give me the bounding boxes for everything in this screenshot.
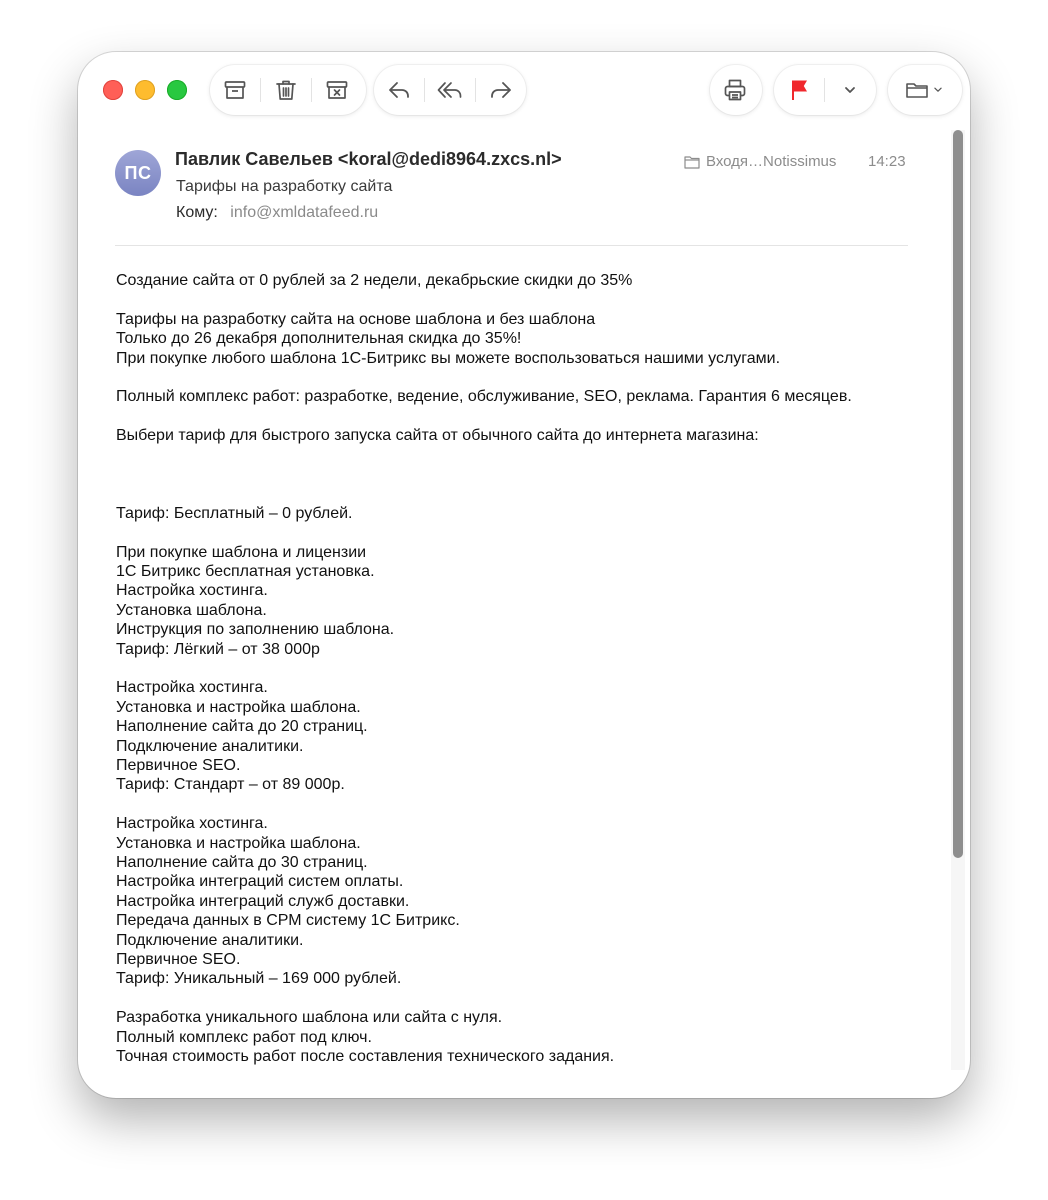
body-line: Настройка интеграций служб доставки. [116,892,410,910]
body-line: При покупке шаблона и лицензии [116,543,367,561]
body-blank-line [116,795,926,814]
reply-all-button[interactable] [425,65,475,115]
body-line: Тариф: Бесплатный – 0 рублей. [116,504,353,522]
print-icon [722,77,748,103]
body-line: Установка и настройка шаблона. [116,698,361,716]
reply-button[interactable] [374,65,424,115]
flag-icon [786,77,812,103]
move-group [888,65,962,115]
reply-actions-group [374,65,526,115]
body-blank-line [116,989,926,1008]
body-blank-line [116,465,926,484]
body-line: Тарифы на разработку сайта на основе шаблона и без шаблона [116,310,596,328]
body-blank-line [116,368,926,387]
body-line: Полный комплекс работ под ключ. [116,1028,372,1046]
forward-button[interactable] [476,65,526,115]
forward-icon [488,77,514,103]
mailbox-indicator[interactable] [684,153,836,170]
zoom-window-button[interactable] [167,80,187,100]
mail-window [78,52,970,1098]
body-line: Настройка интеграций систем оплаты. [116,873,404,891]
mailbox-name: Входя…Notissimus [706,153,837,170]
body-line: Разработка уникального шаблона или сайта с нуля. [116,1009,503,1027]
body-blank-line [116,407,926,426]
message-actions-group [210,65,366,115]
flag-group [774,65,876,115]
body-line: При покупке любого шаблона 1С-Битрикс вы можете воспользоваться нашими услугами. [116,349,781,367]
body-line: Наполнение сайта до 20 страниц. [116,718,368,736]
message-time: 14:23 [868,153,906,170]
archive-button[interactable] [210,65,260,115]
body-blank-line [116,523,926,542]
recipient-row [176,204,378,222]
reply-all-icon [437,77,463,103]
message-body [116,271,926,1067]
body-line: Настройка хостинга. [116,679,268,697]
junk-icon [324,77,350,103]
body-line: Установка и настройка шаблона. [116,834,361,852]
body-line: Передача данных в СРМ систему 1С Битрикс. [116,912,460,930]
body-line: Тариф: Уникальный – 169 000 рублей. [116,970,402,988]
flag-button[interactable] [774,65,824,115]
body-line: Первичное SEO. [116,951,241,969]
body-blank-line [116,290,926,309]
reply-icon [386,77,412,103]
folder-icon [684,155,700,169]
body-line: Установка шаблона. [116,601,267,619]
body-line: Подключение аналитики. [116,737,304,755]
to-label: Кому: [176,204,218,221]
junk-button[interactable] [312,65,362,115]
body-line: Только до 26 декабря дополнительная скидка до 35%! [116,330,522,348]
recipient-address[interactable]: info@xmldatafeed.ru [230,204,379,221]
body-line: Тариф: Лёгкий – от 38 000р [116,640,320,658]
trash-icon [273,77,299,103]
scrollbar[interactable] [951,130,965,1070]
message-subject: Тарифы на разработку сайта [176,178,393,195]
body-line: Точная стоимость работ после составления технического задания. [116,1048,615,1066]
delete-button[interactable] [261,65,311,115]
body-line: Инструкция по заполнению шаблона. [116,621,395,639]
body-line: Первичное SEO. [116,757,241,775]
print-group [710,65,762,115]
body-line: Настройка хостинга. [116,582,268,600]
move-to-folder-button[interactable] [888,65,962,115]
body-line: Создание сайта от 0 рублей за 2 недели, декабрьские скидки до 35% [116,272,633,289]
print-button[interactable] [710,65,760,115]
body-line: Настройка хостинга. [116,815,268,833]
chevron-down-icon [930,82,946,98]
scrollbar-thumb[interactable] [953,130,963,858]
chevron-down-icon [837,77,863,103]
body-line: Подключение аналитики. [116,931,304,949]
flag-menu-button[interactable] [825,65,875,115]
folder-icon [904,77,930,103]
minimize-window-button[interactable] [135,80,155,100]
body-line: Выбери тариф для быстрого запуска сайта от обычного сайта до интернета магазина: [116,427,759,445]
avatar[interactable]: ПС [115,150,161,196]
body-line: 1С Битрикс бесплатная установка. [116,562,375,580]
close-window-button[interactable] [103,80,123,100]
body-line: Полный комплекс работ: разработке, ведение, обслуживание, SEO, реклама. Гарантия 6 месяцев. [116,388,852,406]
body-blank-line [116,446,926,465]
body-line: Наполнение сайта до 30 страниц. [116,854,368,872]
sender-name[interactable]: Павлик Савельев <koral@dedi8964.zxcs.nl> [175,149,562,169]
header-divider [115,245,908,246]
body-blank-line [116,659,926,678]
body-line: Тариф: Стандарт – от 89 000р. [116,776,345,794]
archive-icon [222,77,248,103]
body-blank-line [116,484,926,503]
